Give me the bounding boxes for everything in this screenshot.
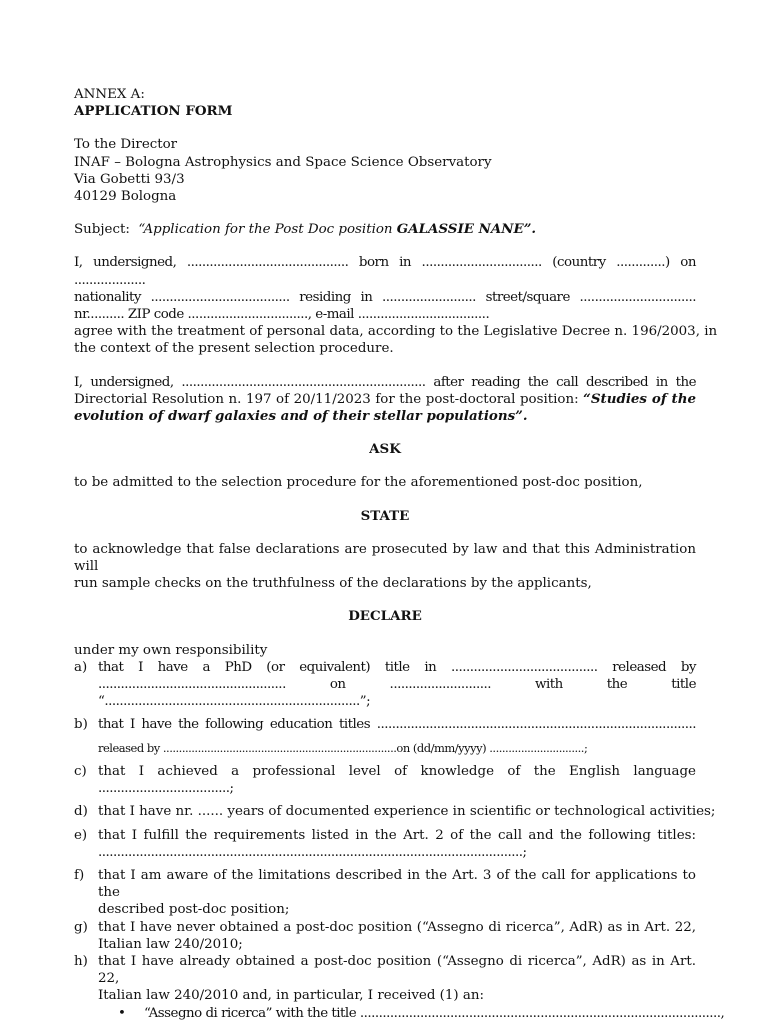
declaration-item-a — [74, 659, 696, 711]
bullet-text: “Assegno di ricerca” with the title ................................................................................................, — [144, 1005, 725, 1021]
applicant-details-line: nr.......... ZIP code ................................, e-mail ................................... — [74, 307, 490, 323]
call-reference-line: I, undersigned, ................................................................. after reading the call described in the — [74, 374, 696, 390]
declaration-text: released by ..........................................................................on (dd/mm/yyyy) ..............................; — [98, 740, 588, 755]
declaration-text: that I have nr. ...... years of documented experience in scientific or technological activities; — [98, 804, 716, 820]
subject-text: “Application for the Post Doc position — [138, 222, 397, 238]
declare-heading: DECLARE — [348, 608, 422, 625]
call-reference-line — [74, 391, 696, 408]
declaration-text: that I have already obtained a post-doc position (“Assegno di ricerca”, AdR) as in Art. 22, — [98, 953, 696, 987]
declaration-bullet — [74, 1005, 725, 1022]
recipient-address — [74, 136, 696, 205]
applicant-details-line: I, undersigned, ........................................... born in ................................ (country .............) on ................... — [74, 255, 696, 288]
declaration-text: that I have a PhD (or equivalent) title in ....................................... released by — [98, 659, 696, 675]
recipient-line: 40129 Bologna — [74, 189, 177, 205]
declaration-text: that I have the following education titles ..................................................................................... — [98, 717, 696, 733]
declaration-text: that I am aware of the limitations described in the Art. 3 of the call for applications to the — [98, 867, 696, 901]
ask-heading: ASK — [369, 441, 401, 458]
position-title-end: evolution of dwarf galaxies and of their stellar populations”. — [74, 408, 528, 425]
applicant-details-paragraph — [74, 254, 718, 357]
subject-line — [74, 221, 696, 238]
declaration-text: that I have never obtained a post-doc position (“Assegno di ricerca”, AdR) as in Art. 22, — [98, 919, 696, 935]
declaration-text: that I fulfill the requirements listed in the Art. 2 of the call and the following titles: — [98, 827, 696, 843]
declaration-text: .................................................. on ........................... with the title — [98, 677, 696, 693]
applicant-details-line: nationality ..................................... residing in ......................... street/square ............................... — [74, 289, 696, 305]
call-reference-paragraph — [74, 374, 696, 426]
recipient-line: Via Gobetti 93/3 — [74, 171, 185, 187]
subject-label: Subject: — [74, 222, 130, 238]
state-text: to acknowledge that false declarations are prosecuted by law and that this Administration will — [74, 541, 696, 575]
consent-line: the context of the present selection procedure. — [74, 341, 394, 357]
bullet-icon: • — [118, 1005, 126, 1021]
item-label: a) — [74, 659, 88, 675]
declaration-item-c — [74, 763, 696, 797]
declaration-text: Italian law 240/2010 and, in particular, I received (1) an: — [98, 988, 485, 1004]
item-label: g) — [74, 919, 88, 935]
declare-intro: under my own responsibility — [74, 642, 268, 658]
item-label: e) — [74, 827, 88, 843]
declaration-item-b — [74, 716, 696, 756]
declaration-item-g — [74, 919, 696, 953]
declaration-text: .................................................................................................................; — [98, 844, 527, 860]
item-label: b) — [74, 717, 88, 733]
application-form-page — [74, 86, 725, 1022]
declaration-text: Italian law 240/2010; — [98, 936, 243, 952]
declaration-text: that I achieved a professional level of knowledge of the English language — [98, 763, 696, 779]
declaration-item-f — [74, 867, 696, 919]
position-title-start: “Studies of the — [583, 390, 696, 407]
resolution-text: Directorial Resolution n. 197 of 20/11/2023 for the post-doctoral position: — [74, 391, 584, 407]
declaration-text: “....................................................................”; — [98, 694, 371, 710]
declaration-item-d — [74, 803, 716, 820]
item-label: f) — [74, 867, 85, 883]
state-text: run sample checks on the truthfulness of the declarations by the applicants, — [74, 576, 592, 592]
form-title: APPLICATION FORM — [74, 103, 233, 120]
declaration-item-h — [74, 953, 696, 1005]
position-name: GALASSIE NANE — [396, 221, 524, 238]
ask-text: to be admitted to the selection procedure for the aforementioned post-doc position, — [74, 475, 643, 491]
item-label: c) — [74, 763, 87, 779]
recipient-line: INAF – Bologna Astrophysics and Space Science Observatory — [74, 154, 492, 170]
state-heading: STATE — [360, 507, 410, 524]
annex-label: ANNEX A: — [74, 87, 145, 102]
consent-line: agree with the treatment of personal data, according to the Legislative Decree n. 196/2003, in — [74, 324, 718, 340]
declaration-item-e — [74, 827, 696, 861]
item-label: h) — [74, 953, 88, 969]
subject-end: ”. — [523, 221, 537, 238]
item-label: d) — [74, 804, 88, 820]
declaration-text: ...................................; — [98, 781, 234, 797]
recipient-line: To the Director — [74, 137, 178, 153]
declaration-text: described post-doc position; — [98, 902, 290, 918]
